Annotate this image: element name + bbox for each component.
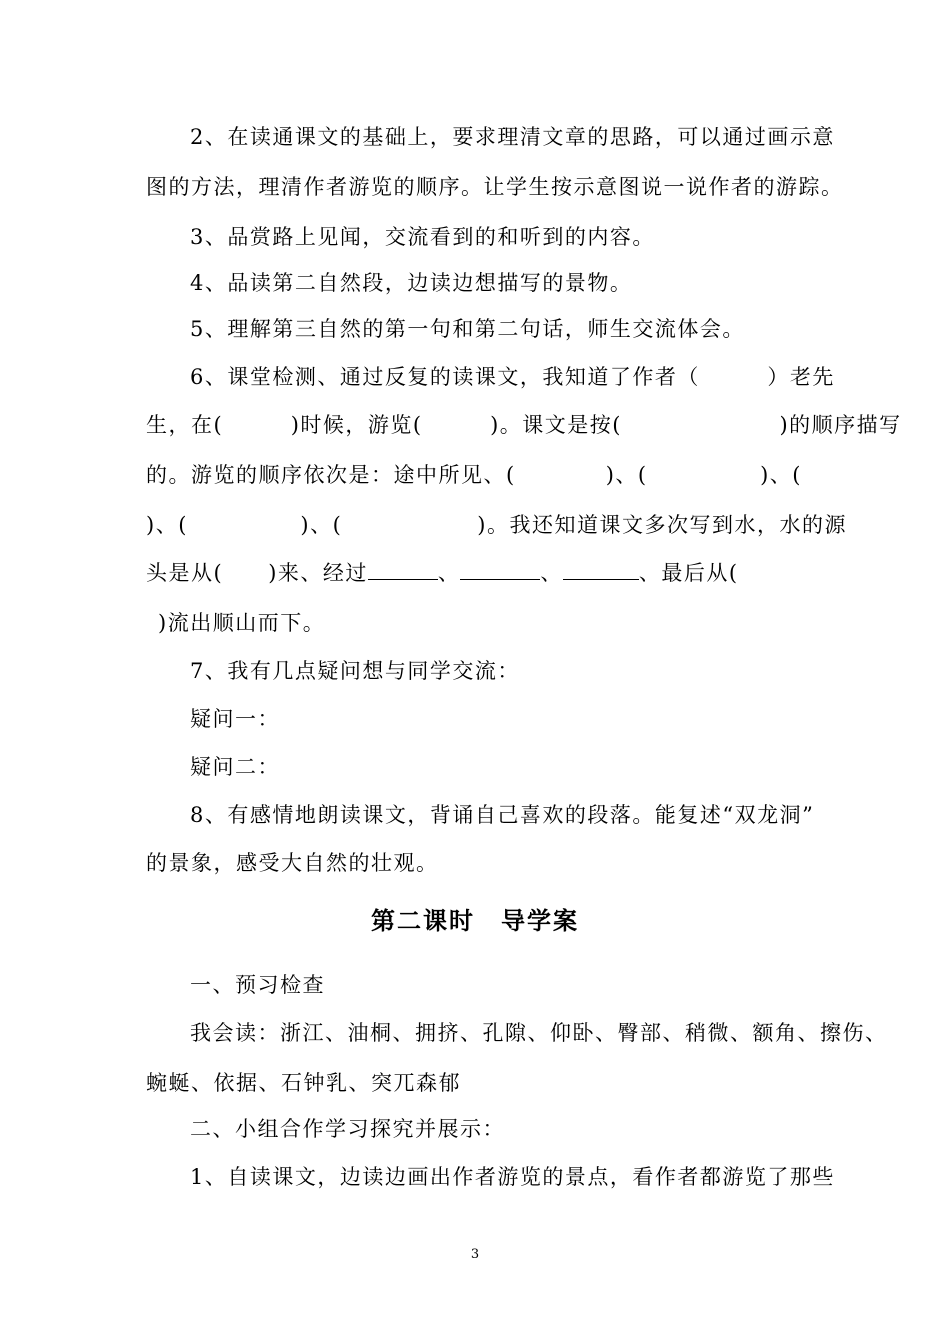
paragraph-line: 图的方法，理清作者游览的顺序。让学生按示意图说一说作者的游踪。 <box>146 175 844 199</box>
paragraph-line: 我会读：浙江、油桐、拥挤、孔隙、仰卧、臀部、稍微、额角、擦伤、 <box>190 1021 888 1045</box>
paragraph-line: 7、我有几点疑问想与同学交流： <box>190 659 520 683</box>
paragraph-line: 6、课堂检测、通过反复的读课文，我知道了作者（ ）老先 <box>190 365 835 389</box>
paragraph-line: 5、理解第三自然的第一句和第二句话，师生交流体会。 <box>190 317 745 341</box>
paragraph-line: 一、预习检查 <box>190 973 325 997</box>
fill-in-line <box>146 558 812 588</box>
line-text: 、 <box>437 561 461 585</box>
paragraph-line: 2、在读通课文的基础上，要求理清文章的思路，可以通过画示意 <box>190 125 835 149</box>
paragraph-line: 的。游览的顺序依次是：途中所见、( )、( )、( <box>146 463 802 487</box>
section-heading: 第二课时 导学案 <box>371 907 579 935</box>
paragraph-line: )、( )、( )。我还知道课文多次写到水，水的源 <box>146 513 847 537</box>
paragraph-line: 二、小组合作学习探究并展示： <box>190 1117 505 1141</box>
fill-blank[interactable] <box>460 559 540 580</box>
paragraph-line: 疑问一： <box>190 707 280 731</box>
paragraph-line: 4、品读第二自然段，边读边想描写的景物。 <box>190 271 633 295</box>
paragraph-line: 8、有感情地朗读课文，背诵自己喜欢的段落。能复述“双龙洞” <box>190 803 815 827</box>
page-number: 3 <box>470 1247 480 1262</box>
paragraph-line: 生，在( )时候，游览( )。课文是按( )的顺序描写 <box>146 413 902 437</box>
paragraph-line: 蜿蜒、依据、石钟乳、突兀森郁 <box>146 1071 461 1095</box>
paragraph-line: 3、品赏路上见闻，交流看到的和听到的内容。 <box>190 225 655 249</box>
fill-blank[interactable] <box>563 559 639 580</box>
fill-blank[interactable] <box>368 559 438 580</box>
paragraph-line: 疑问二： <box>190 755 280 779</box>
paragraph-line: 的景象，感受大自然的壮观。 <box>146 851 439 875</box>
paragraph-line: 1、自读课文，边读边画出作者游览的景点，看作者都游览了那些 <box>190 1165 835 1189</box>
line-text: 、最后从( <box>638 561 739 585</box>
line-text: 、 <box>540 561 563 585</box>
line-text: 头是从( )来、经过 <box>146 561 368 585</box>
paragraph-line: )流出顺山而下。 <box>158 611 326 635</box>
